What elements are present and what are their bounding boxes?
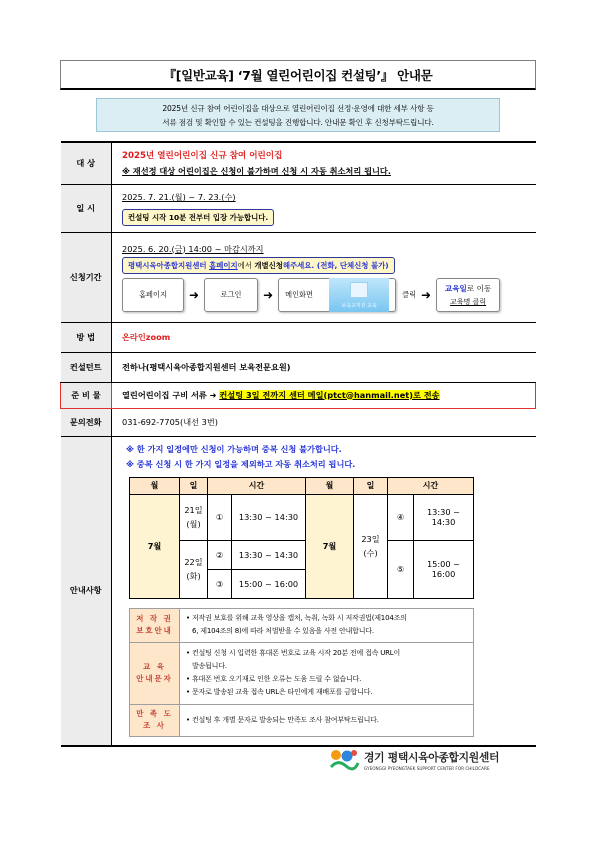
schedule-header: 일: [354, 477, 388, 494]
note-body: • 컨설팅 후 개별 문자로 발송되는 만족도 조사 참여부탁드립니다.: [180, 704, 474, 736]
info-table: [60, 141, 536, 747]
notes-table: [129, 608, 474, 737]
slot-time: 13:30 ~ 14:30: [414, 494, 474, 540]
row-date: [61, 184, 536, 232]
schedule-month: 7월: [130, 494, 180, 598]
intro-box: [96, 98, 500, 132]
row-guide: [61, 436, 536, 746]
row-consultant: [61, 352, 536, 382]
row-label: 대 상: [61, 142, 112, 184]
row-label: 신청기간: [61, 232, 112, 322]
note-header: 저 작 권 보호안내: [130, 608, 180, 642]
schedule-day: 22일 (화): [180, 540, 208, 598]
step-homepage: 홈페이지: [122, 278, 184, 312]
slot-number: ③: [208, 569, 232, 598]
org-name: 경기 평택시육아종합지원센터: [364, 750, 500, 764]
schedule-header: 월: [306, 477, 354, 494]
footer-logo: [328, 746, 538, 774]
schedule-header: 시간: [208, 477, 306, 494]
phone-value: 031-692-7705(내선 3번): [112, 408, 536, 436]
step-main-screen: 메인화면 보육교직원 교육: [278, 278, 396, 312]
intro-line: 2025년 신규 참여 어린이집을 대상으로 열린어린이집 선정·운영에 대한 세부 사항 등: [162, 104, 434, 113]
org-name-en: GYEONGGI PYEONGTAEK SUPPORT CENTER FOR CHILDCARE: [364, 765, 490, 771]
note-header: 만 족 도 조 사: [130, 704, 180, 736]
consultant-value: 전하나(평택시육아종합지원센터 보육전문요원): [112, 352, 536, 382]
row-label: 문의전화: [61, 408, 112, 436]
schedule-day: 23일 (수): [354, 494, 388, 598]
row-label: 준 비 물: [61, 382, 112, 408]
schedule-header: 월: [130, 477, 180, 494]
target-main: 2025년 열린어린이집 신규 참여 어린이집: [122, 150, 283, 161]
center-logo-icon: [328, 747, 360, 773]
schedule-day: 21일 (월): [180, 494, 208, 540]
schedule-month: 7월: [306, 494, 354, 598]
target-note: ※ 재선정 대상 어린이집은 신청이 불가하며 신청 시 자동 취소처리 됩니다.: [122, 165, 391, 176]
slot-number: ②: [208, 540, 232, 569]
note-body: • 컨설팅 신청 시 입력한 휴대폰 번호로 교육 시작 20분 전에 접속 URL이 발송됩니다. • 휴대폰 번호 오기재로 인한 오류는 도움 드릴 수 없습니다. • 문자로 발송된 교육 접속 URL은 타인에게 재배포를 금합니다.: [180, 642, 474, 704]
row-prep: [61, 382, 536, 408]
row-label: 방 법: [61, 322, 112, 352]
arrow-icon: ➜: [263, 287, 274, 302]
row-phone: [61, 408, 536, 436]
arrow-icon: ➜: [421, 287, 432, 302]
apply-period: 2025. 6. 20.(금) 14:00 ~ 마감시까지: [122, 243, 264, 254]
date-value: 2025. 7. 21.(월) ~ 7. 23.(수): [122, 192, 236, 202]
intro-line: 서류 점검 및 확인할 수 있는 컨설팅을 진행합니다. 안내문 확인 후 신청부탁드립니다.: [162, 118, 434, 127]
slot-number: ①: [208, 494, 232, 540]
row-label: 안내사항: [61, 436, 112, 746]
entry-note: 컨설팅 시작 10분 전부터 입장 가능합니다.: [122, 209, 274, 226]
step-click: 클릭: [402, 289, 417, 299]
note-body: • 저작권 보호를 위해 교육 영상을 캡처, 녹취, 녹화 시 저작권법(제104조의 6, 제104조의 8)에 따라 처벌받을 수 있음을 사전 안내합니다.: [180, 608, 474, 642]
step-edu-day: 교육일로 이동 교육명 클릭: [436, 278, 500, 312]
apply-note: 평택시육아종합지원센터 홈페이지에서 개별신청해주세요. (전화, 단체신청 불가): [122, 257, 395, 274]
arrow-icon: ➜: [189, 287, 200, 302]
schedule-table: [129, 477, 474, 599]
method-value: 온라인zoom: [112, 322, 536, 352]
row-apply: [61, 232, 536, 322]
schedule-header: 시간: [388, 477, 474, 494]
row-method: [61, 322, 536, 352]
prep-deadline: 컨설팅 3일 전까지 센터 메일(ptct@hanmail.net)로 전송: [219, 389, 440, 400]
note-header: 교 육 안내문자: [130, 642, 180, 704]
prep-value: 열린어린이집 구비 서류 ➜ 컨설팅 3일 전까지 센터 메일(ptct@hanmail.net)로 전송: [112, 382, 536, 408]
slot-number: ④: [388, 494, 414, 540]
row-target: [61, 142, 536, 184]
slot-time: 13:30 ~ 14:30: [232, 540, 306, 569]
row-label: 컨설턴트: [61, 352, 112, 382]
step-login: 로그인: [204, 278, 258, 312]
slot-number: ⑤: [388, 540, 414, 598]
guide-note: ※ 한 가지 일정에만 신청이 가능하며 중복 신청 불가합니다.: [126, 443, 342, 454]
slot-time: 13:30 ~ 14:30: [232, 494, 306, 540]
slot-time: 15:00 ~ 16:00: [232, 569, 306, 598]
apply-steps: [122, 278, 528, 312]
slot-time: 15:00 ~ 16:00: [414, 540, 474, 598]
page-title: 『[일반교육] ‘7월 열린어린이집 컨설팅’』 안내문: [60, 60, 536, 90]
guide-note: ※ 중복 신청 시 한 가지 일정을 제외하고 자동 취소처리 됩니다.: [126, 458, 356, 469]
education-banner-icon: 보육교직원 교육: [329, 278, 389, 312]
row-label: 일 시: [61, 184, 112, 232]
schedule-header: 일: [180, 477, 208, 494]
